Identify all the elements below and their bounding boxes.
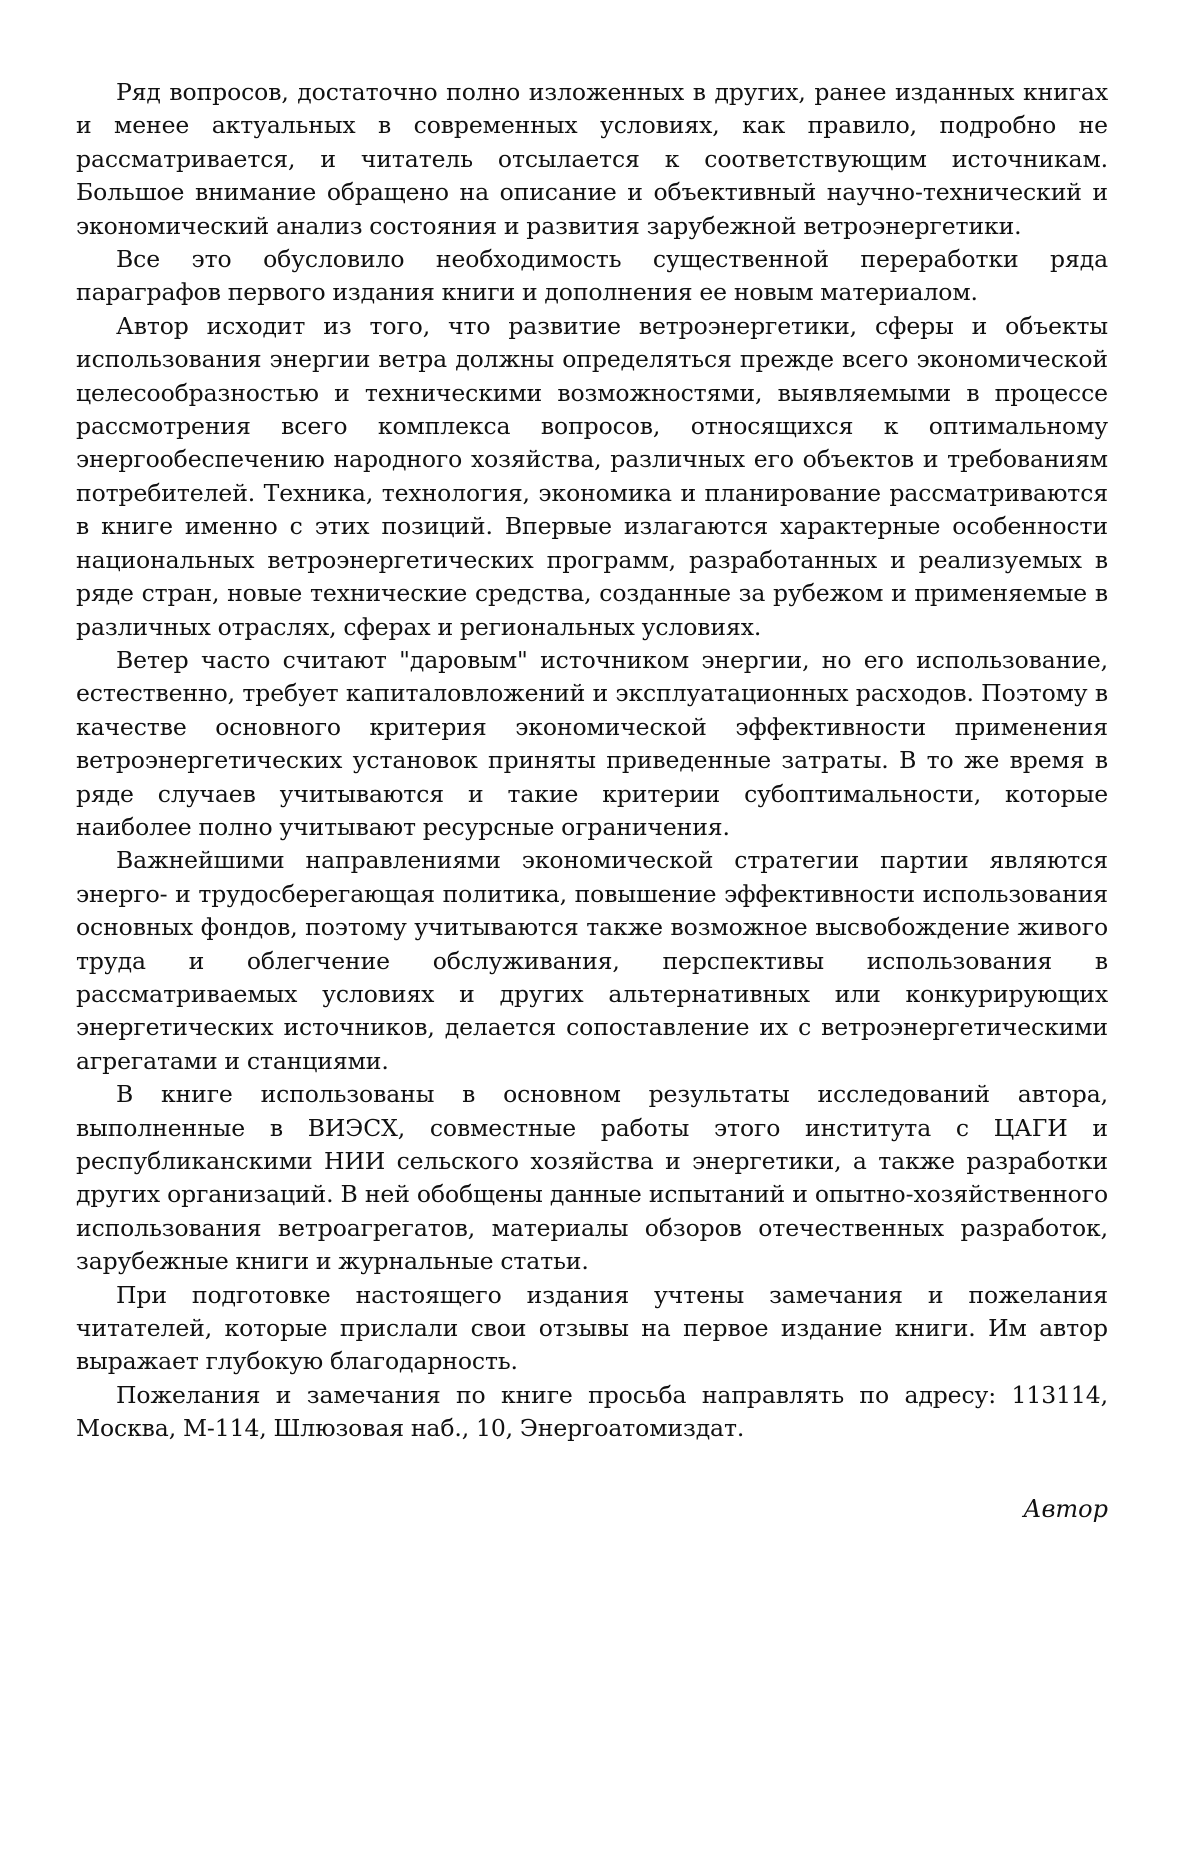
paragraph-3: Автор исходит из того, что развитие ветроэнергетики, сферы и объекты использования энергии ветра должны определяться прежде всего экономической целесообразностью и техническими возможностями, выявляемыми в процессе рассмотрения всего комплекса вопросов, относящихся к оптимальному энергообеспечению народного хозяйства, различных его объектов и требованиям потребителей. Техника, технология, экономика и планирование рассматриваются в книге именно с этих позиций. Впервые излагаются характерные особенности национальных ветроэнергетических программ, разработанных и реализуемых в ряде стран, новые технические средства, созданные за рубежом и применяемые в различных отраслях, сферах и региональных условиях. — [76, 311, 1108, 641]
paragraph-6: В книге использованы в основном результаты исследований автора, выполненные в ВИЭСХ, совместные работы этого института с ЦАГИ и республиканскими НИИ сельского хозяйства и энергетики, а также разработки других организаций. В ней обобщены данные испытаний и опытно-хозяйственного использования ветроагрегатов, материалы обзоров отечественных разработок, зарубежные книги и журнальные статьи. — [76, 1080, 1108, 1276]
author-signature: Автор — [1023, 1494, 1108, 1523]
paragraph-8: Пожелания и замечания по книге просьба направлять по адресу: 113114, Москва, М-114, Шлюзовая наб., 10, Энергоатомиздат. — [76, 1380, 1108, 1443]
paragraph-4: Ветер часто считают "даровым" источником энергии, но его использование, естественно, требует капиталовложений и эксплуатационных расходов. Поэтому в качестве основного критерия экономической эффективности применения ветроэнергетических установок приняты приведенные затраты. В то же время в ряде случаев учитываются и такие критерии субоптимальности, которые наиболее полно учитывают ресурсные ограничения. — [76, 645, 1108, 841]
document-page — [76, 76, 1108, 1526]
paragraph-1: Ряд вопросов, достаточно полно изложенных в других, ранее изданных книгах и менее актуальных в современных условиях, как правило, подробно не рассматривается, и читатель отсылается к соответствующим источникам. Большое внимание обращено на описание и объективный научно-технический и экономический анализ состояния и развития зарубежной ветроэнергетики. — [76, 78, 1108, 240]
paragraph-2: Все это обусловило необходимость существенной переработки ряда параграфов первого издания книги и дополнения ее новым материалом. — [76, 245, 1108, 307]
paragraph-7: При подготовке настоящего издания учтены замечания и пожелания читателей, которые прислали свои отзывы на первое издание книги. Им автор выражает глубокую благодарность. — [76, 1280, 1108, 1376]
paragraph-5: Важнейшими направлениями экономической стратегии партии являются энерго- и трудосберегающая политика, повышение эффективности использования основных фондов, поэтому учитываются также возможное высвобождение живого труда и облегчение обслуживания, перспективы использования в рассматриваемых условиях и других альтернативных или конкурирующих энергетических источников, делается сопоставление их с ветроэнергетическими агрегатами и станциями. — [76, 846, 1108, 1075]
